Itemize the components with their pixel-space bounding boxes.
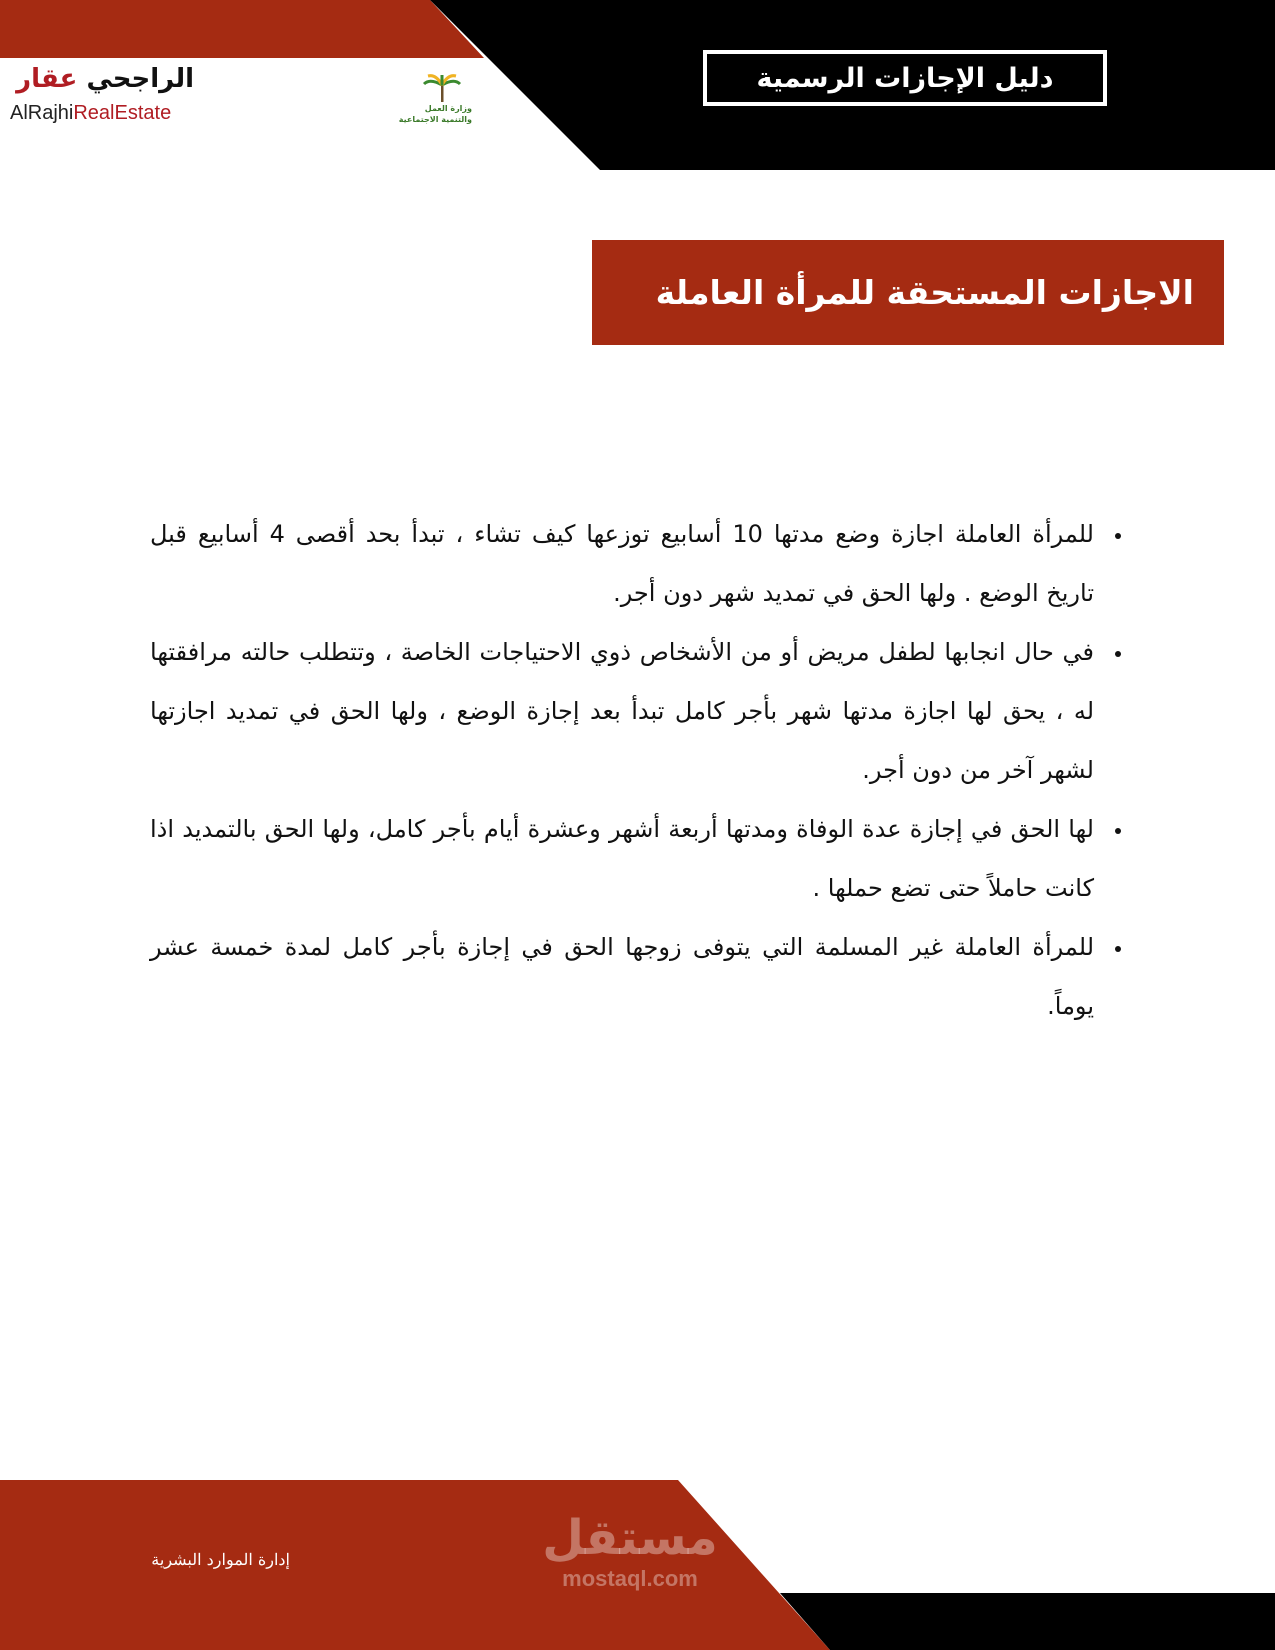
ministry-logo bbox=[386, 74, 472, 130]
document-title: دليل الإجازات الرسمية bbox=[703, 50, 1107, 106]
list-item: • للمرأة العاملة غير المسلمة التي يتوفى زوجها الحق في إجازة بأجر كامل لمدة خمسة عشر يوماً. bbox=[150, 918, 1102, 1036]
section-heading: الاجازات المستحقة للمرأة العاملة bbox=[592, 240, 1224, 345]
alrajhi-logo-latin: AlRajhiRealEstate bbox=[10, 102, 172, 124]
ministry-logo-line1: وزارة العمل bbox=[424, 104, 472, 113]
footer-department: إدارة الموارد البشرية bbox=[151, 1550, 290, 1569]
list-item: • لها الحق في إجازة عدة الوفاة ومدتها أربعة أشهر وعشرة أيام بأجر كامل، ولها الحق بالتمديد اذا كانت حاملاً حتى تضع حملها . bbox=[150, 800, 1102, 918]
benefits-list bbox=[150, 505, 1150, 1036]
list-item: • للمرأة العاملة اجازة وضع مدتها 10 أسابيع توزعها كيف تشاء ، تبدأ بحد أقصى 4 أسابيع قبل تاريخ الوضع . ولها الحق في تمديد شهر دون أجر. bbox=[150, 505, 1102, 623]
alrajhi-logo-arabic: الراجحي عقار bbox=[16, 64, 194, 94]
list-item: • في حال انجابها لطفل مريض أو من الأشخاص ذوي الاحتياجات الخاصة ، وتتطلب حالته مرافقتها له ، يحق لها اجازة مدتها شهر بأجر كامل تبدأ بعد إجازة الوضع ، ولها الحق في تمديد اجازتها لشهر آخر من دون أجر. bbox=[150, 623, 1102, 800]
ministry-logo-line2: والتنمية الاجتماعية bbox=[398, 115, 472, 124]
watermark: مستقل mostaql.com bbox=[542, 1510, 718, 1591]
palm-tree-icon bbox=[422, 74, 462, 104]
alrajhi-logo bbox=[10, 64, 200, 128]
